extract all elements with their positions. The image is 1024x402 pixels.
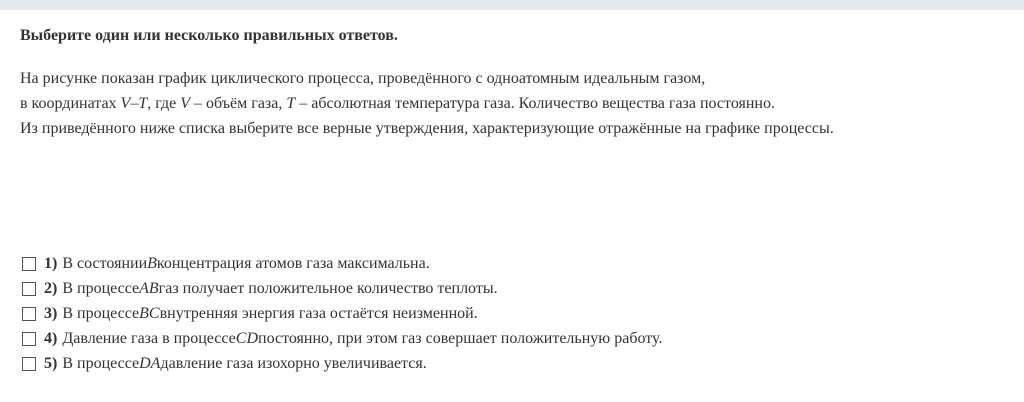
problem-temperature-symbol: T	[286, 95, 296, 112]
checkbox-option-2[interactable]	[22, 282, 36, 296]
checkbox-option-5[interactable]	[22, 357, 36, 371]
option-text-part-a: В состоянии	[62, 254, 148, 272]
option-italic-term: B	[147, 254, 157, 272]
answer-option-4[interactable]	[22, 326, 662, 351]
answer-options	[22, 251, 662, 376]
option-number: 4)	[44, 329, 58, 347]
answer-option-5[interactable]	[22, 351, 662, 376]
option-text-part-a: В процессе	[62, 279, 140, 297]
checkbox-option-4[interactable]	[22, 332, 36, 346]
answer-option-3[interactable]	[22, 301, 662, 326]
top-bar	[0, 0, 1024, 10]
option-italic-term: CD	[235, 329, 258, 347]
option-text-part-b: постоянно, при этом газ совершает положительную работу.	[258, 329, 663, 347]
option-italic-term: DA	[139, 354, 161, 372]
checkbox-option-3[interactable]	[22, 307, 36, 321]
problem-volume-symbol: V	[180, 95, 191, 112]
problem-coords: V–T	[120, 95, 148, 112]
option-text-part-b: газ получает положительное количество теплоты.	[158, 279, 498, 297]
problem-line-2	[20, 91, 834, 116]
checkbox-option-1[interactable]	[22, 257, 36, 271]
option-number: 2)	[44, 279, 58, 297]
answer-option-2[interactable]	[22, 276, 662, 301]
option-italic-term: AB	[139, 279, 159, 297]
option-text-part-b: концентрация атомов газа максимальна.	[156, 254, 430, 272]
option-text-part-b: давление газа изохорно увеличивается.	[160, 354, 427, 372]
option-number: 3)	[44, 304, 58, 322]
option-number: 1)	[44, 254, 58, 272]
answer-option-1[interactable]	[22, 251, 662, 276]
problem-line-2-part-d: – абсолютная температура газа. Количество вещества газа постоянно.	[295, 95, 775, 112]
problem-line-2-part-b: , где	[147, 95, 181, 112]
option-text-part-a: Давление газа в процессе	[62, 329, 236, 347]
problem-text	[20, 66, 834, 141]
option-text-part-a: В процессе	[62, 304, 140, 322]
problem-line-3: Из приведённого ниже списка выберите все верные утверждения, характеризующие отражённые на графике процессы.	[20, 120, 834, 137]
option-italic-term: BC	[139, 304, 160, 322]
problem-line-2-part-c: – объём газа,	[190, 95, 287, 112]
option-text-part-a: В процессе	[62, 354, 140, 372]
problem-line-2-part-a: в координатах	[20, 95, 121, 112]
option-text-part-b: внутренняя энергия газа остаётся неизменной.	[159, 304, 478, 322]
instruction-heading: Выберите один или несколько правильных ответов.	[20, 27, 398, 44]
option-number: 5)	[44, 354, 58, 372]
problem-line-1: На рисунке показан график циклического процесса, проведённого с одноатомным идеальным газом,	[20, 70, 706, 87]
